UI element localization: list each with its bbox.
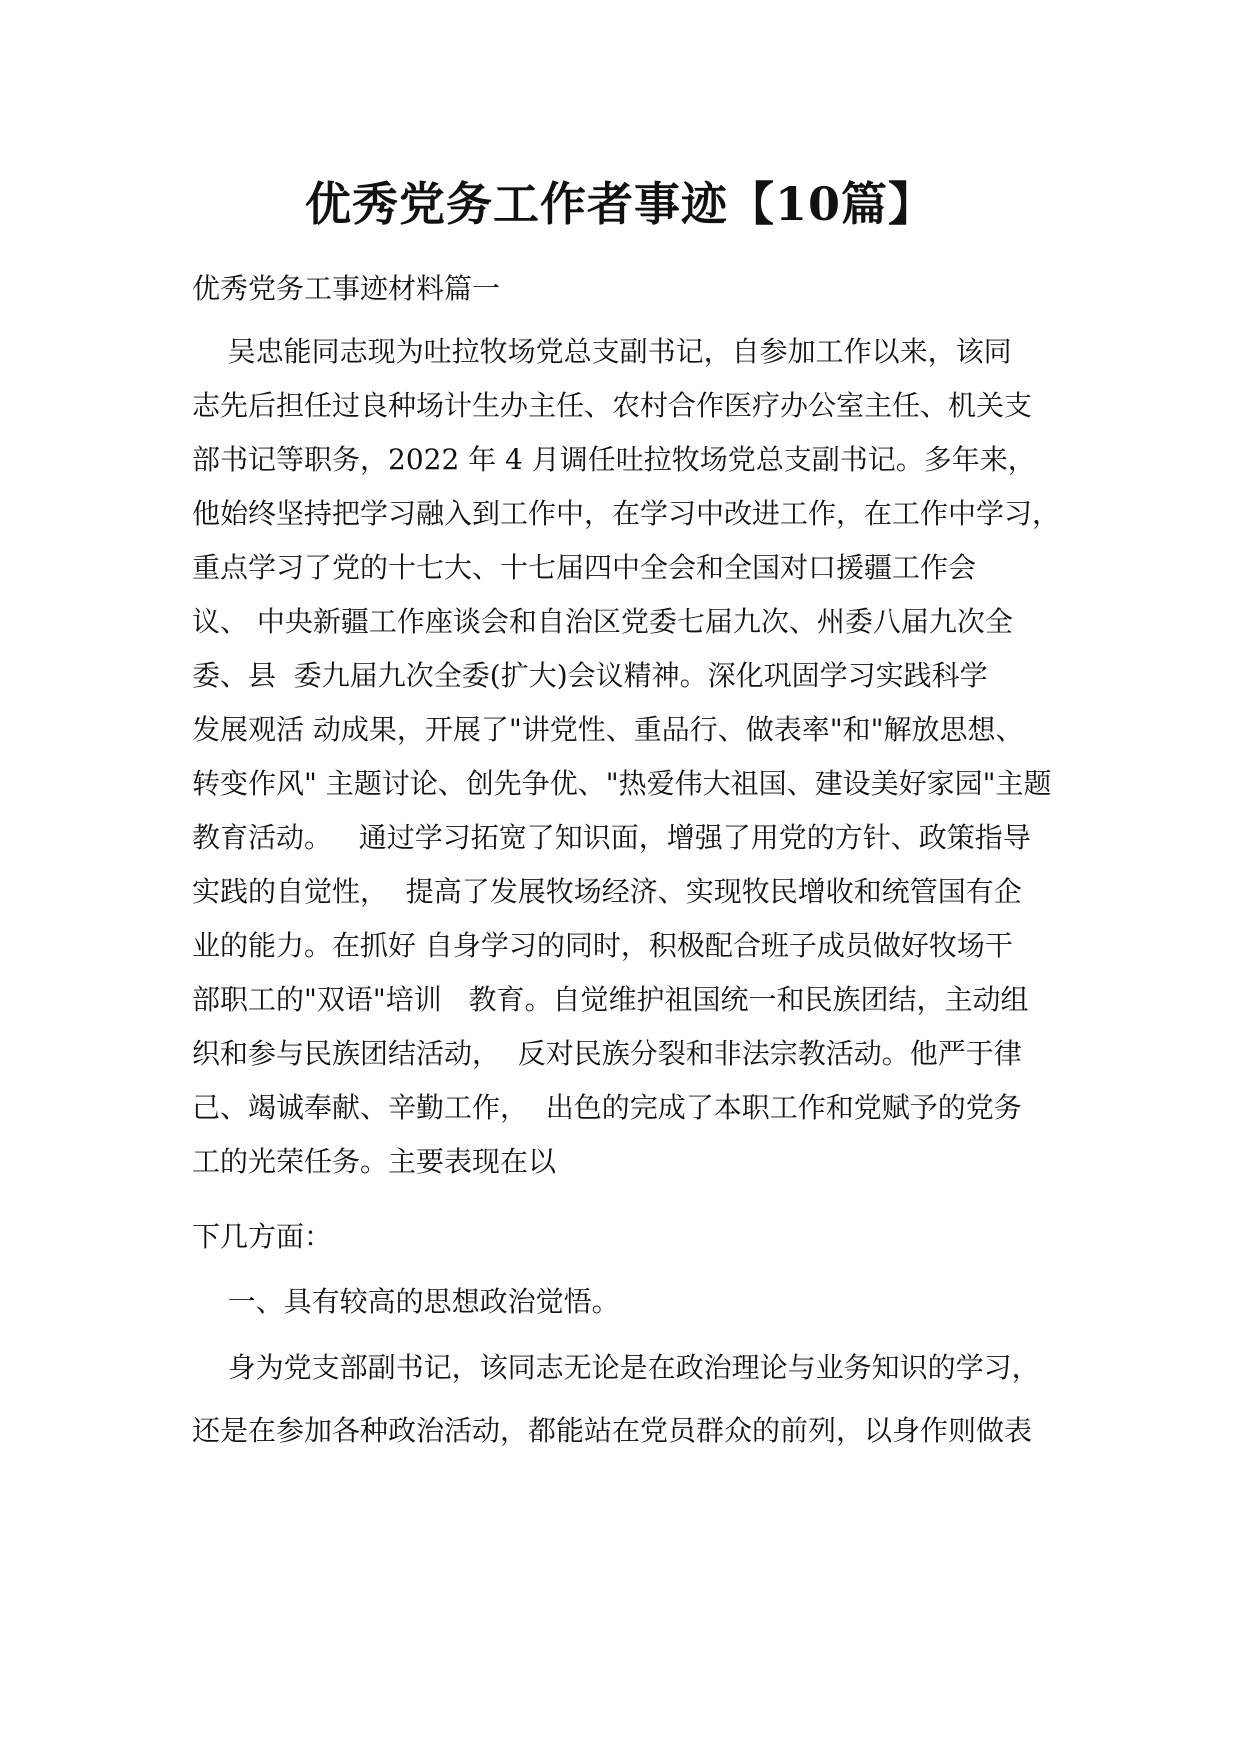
paragraph-line: 实践的自觉性， 提高了发展牧场经济、实现牧民增收和统管国有企	[192, 875, 1022, 908]
paragraph-line: 吴忠能同志现为吐拉牧场党总支副书记，自参加工作以来，该同	[192, 335, 1012, 368]
paragraph-line: 工的光荣任务。主要表现在以	[192, 1145, 557, 1178]
paragraph-line: 发展观活 动成果，开展了"讲党性、重品行、做表率"和"解放思想、	[192, 713, 1024, 746]
subheading: 一、具有较高的思想政治觉悟。	[192, 1285, 620, 1318]
paragraph-line: 还是在参加各种政治活动，都能站在党员群众的前列，以身作则做表	[192, 1414, 1033, 1447]
paragraph-line: 业的能力。在抓好 自身学习的同时，积极配合班子成员做好牧场干	[192, 929, 1013, 962]
section-heading: 优秀党务工事迹材料篇一	[192, 272, 501, 305]
paragraph-line: 志先后担任过良种场计生办主任、农村合作医疗办公室主任、机关支	[192, 389, 1033, 422]
paragraph-line: 他始终坚持把学习融入到工作中，在学习中改进工作，在工作中学习，	[192, 497, 1061, 530]
paragraph-line: 转变作风" 主题讨论、创先争优、"热爱伟大祖国、建设美好家园"主题	[192, 767, 1052, 800]
paragraph-line: 委、县 委九届九次全委(扩大)会议精神。深化巩固学习实践科学	[192, 659, 988, 692]
document-title: 优秀党务工作者事迹【10篇】	[304, 177, 935, 231]
paragraph-line: 议、 中央新疆工作座谈会和自治区党委七届九次、州委八届九次全	[192, 605, 1013, 638]
paragraph-line: 部书记等职务，2022 年 4 月调任吐拉牧场党总支副书记。多年来，	[192, 443, 1036, 476]
paragraph-line: 重点学习了党的十七大、十七届四中全会和全国对口援疆工作会	[192, 551, 977, 584]
continuation-line: 下几方面：	[192, 1220, 333, 1253]
paragraph-line: 己、竭诚奉献、辛勤工作， 出色的完成了本职工作和党赋予的党务	[192, 1091, 1022, 1124]
paragraph-line: 部职工的"双语"培训 教育。自觉维护祖国统一和民族团结，主动组	[192, 983, 1029, 1016]
paragraph-line: 织和参与民族团结活动， 反对民族分裂和非法宗教活动。他严于律	[192, 1037, 1022, 1070]
paragraph-line: 教育活动。 通过学习拓宽了知识面，增强了用党的方针、政策指导	[192, 821, 1031, 854]
paragraph-line: 身为党支部副书记，该同志无论是在政治理论与业务知识的学习，	[192, 1351, 1040, 1384]
